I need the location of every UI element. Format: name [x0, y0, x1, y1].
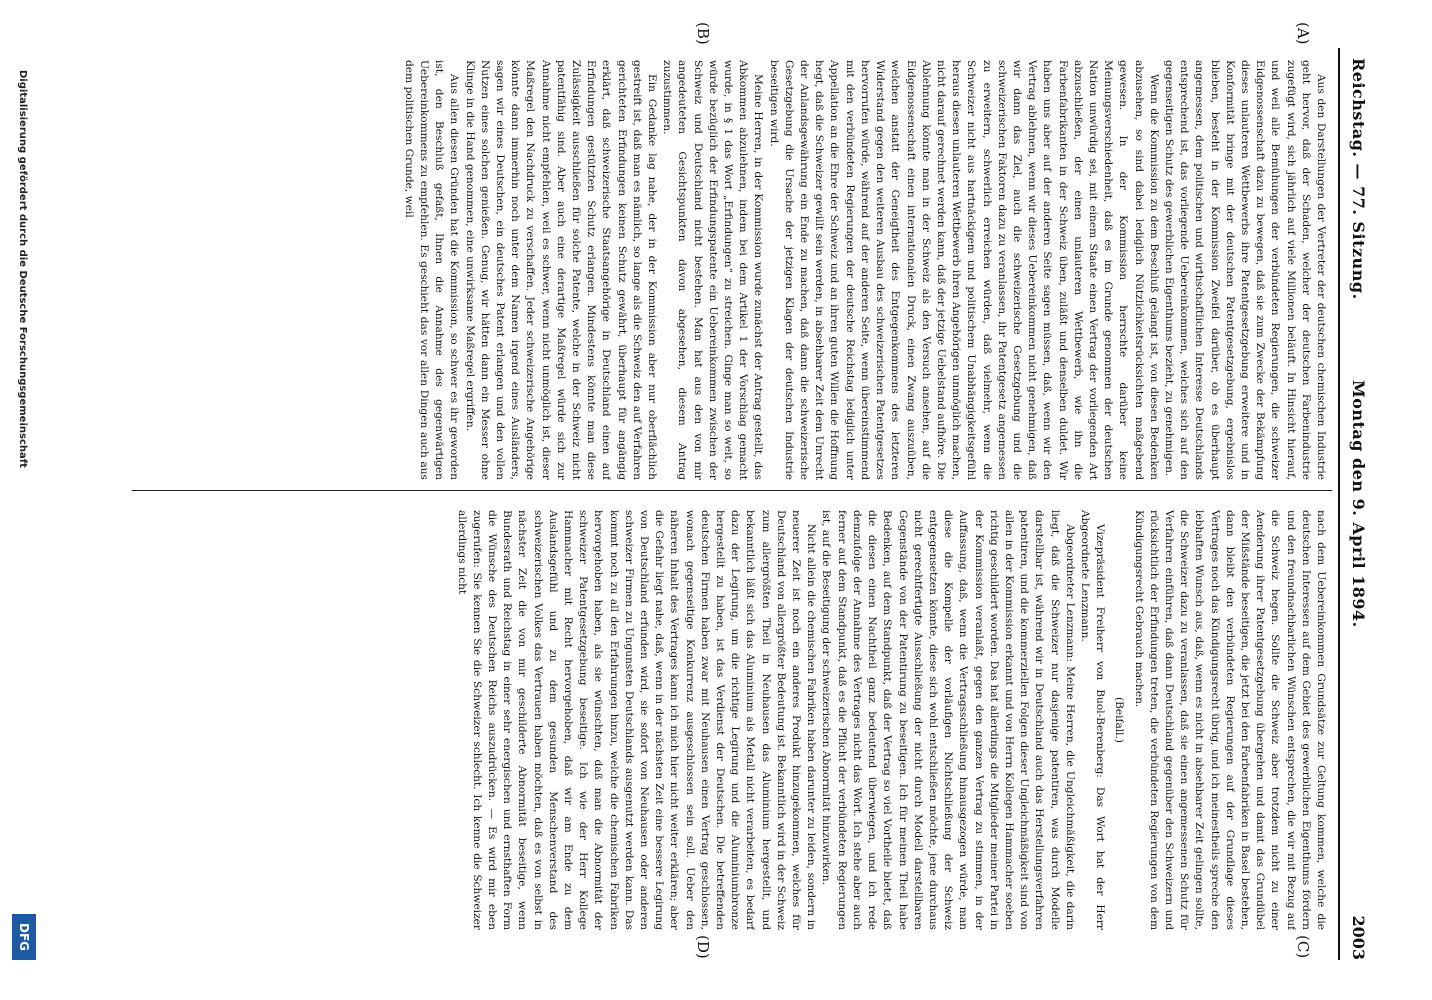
dfg-logo: DFG — [12, 914, 36, 960]
left-paragraph-2: Wenn die Kommission zu dem Beschluß gelangt ist, von diesen Bedenken abzusehen, so sind dabei lediglich Nützlichkeitsrücksichten maßgebend gewesen. In der Kommission herrschte darüber keine Meinungsverschiedenheit, daß es im Grunde genommen der deutschen Nation unwürdig sei, mit einem Staate einen Vertrag der vorliegenden Art abzuschließen, der einen unlauteren Wettbewerb, wie ihn die Farbenfabrikanten in der Schweiz üben, zuläßt und denselben duldet. Wir haben uns aber auf der anderen Seite sagen müssen, daß, wenn wir den Vertrag ablehnen, wenn wir dieses Uebereinkommen nicht genehmigen, daß wir dann das Ziel, auch die schweizerische Gesetzgebung und die schweizerischen Faktoren dazu zu veranlassen, ihr Patentgesetz angemessen zu erweitern, schwerlich erreichen würden, daß vielmehr, wenn die Schweizer nicht aus hartnäckigem und politischem Unabhängigkeitsgefühl heraus diesen unlauteren Wettbewerb ihren Angehörigen unmöglich machen, nicht darauf gerechnet werden kann, daß der jetzige Uebelstand aufhöre. Die Ablehnung könnte man in der Schweiz als den Versuch ansehen, auf die Eidgenossenschaft einen internationalen Druck, einen Zwang auszuüben, welchen anstatt der Geneigtheit des Entgegenkommens des letzteren Widerstand gegen den weiteren Ausbau des schweizerischen Patentgesetzes hervorrufen würde, während auf der anderen Seite, wenn übereinstimmend mit den verbündeten Regierungen der deutsche Reichstag lediglich unter Appellation an die Ehre der Schweiz und an ihren guten Willen die Hoffnung hegt, daß die Schweizer gewillt sein werden, in absehbarer Zeit dem Unrecht der Anlandsgewährung ein Ende zu machen, daß dann die schweizerische Gesetzgebung die Ursache der jetzigen Klagen der deutschen Industrie beseitigen wird. — [767, 60, 1160, 480]
margin-letter-c: (C) — [1294, 935, 1312, 959]
right-paragraph-3: Abgeordneter Lenzmann: Meine Herren, die Ungleichmäßigkeit, die darin liegt, daß die Schweizer nur dasjenige patentiren, was durch Modelle darstellbar ist, während wir in Deutschland auch das Herstellungsverfahren patentiren, und die kommerziellen Folgen dieser Ungleichmäßigkeit sind von allen in der Kommission erkannt und von Herrn Kollegen Hammacher soeben richtig geschildert worden. Das hat allerdings die Mitglieder meiner Partei in der Kommission veranlaßt, gegen den ganzen Vertrag zu stimmen, in der Auffassung, daß, wenn die Vertragsschließung hinausgezogen würde, man diese die Kompelle der vorläufigen Nichtschließung der Schweiz entgegensetzen könnte, diese sich wohl entschließen möchte, jene durchaus nicht gerechtfertigte Ausschließung der nicht durch Modell darstellbaren Gegenstände von der Patentirung zu beseitigen. Ich für meinen Theil habe Bedenken, auf dem Standpunkt, daß der Vertrag so viel Vortheile bietet, daß die diesen einen Nachtheil ganz bedeutend überwiegen, und ich rede demzufolge der Annahme des Vertrages nicht das Wort. Ich stehe aber auch ferner auf dem Standpunkt, daß es die Pflicht der verbündeten Regierungen ist, auf die Beseitigung der schweizerischen Abnormität hinzuwirken. — [820, 510, 1076, 930]
left-column — [48, 60, 1328, 480]
left-paragraph-3: Meine Herren, in der Kommission wurde zunächst der Antrag gestellt, das Abkommen abzulehnen, indem bei dem Artikel 1 der Vorschlag gemacht wurde, in § 1 das Wort „Erfindungen“ zu streichen. Ginge man so weit, so würde bezüglich der Erfindungspatente ein Uebereinkommen zwischen der Schweiz und Deutschland nicht bestehen. Man hat aus den von mir angedeuteten Gesichtspunkten davon abgesehen, diesem Antrag zuzustimmen. — [661, 60, 765, 480]
right-paragraph-4: Nicht allein die chemischen Fabriken haben darunter zu leiden, sondern in neuerer Zeit ist noch ein anderes Produkt hinzugekommen, welches für Deutschland von allergrößter Bedeutung ist. Bekanntlich wird in der Schweiz zum allergrößten Theil in Neuhausen das Aluminium hergestellt, und bekanntlich läßt sich das Aluminium als Metall nicht verarbeiten, es bedarf dazu der Legirung, um die richtige Legirung und die Aluminiumbronze hergestellt zu haben, ist das Verdienst der Deutschen. Die betreffenden deutschen Firmen haben zwar mit Neuhausen einen Vertrag geschlossen, wonach gegenseitige Konkurrenz ausgeschlossen sein soll. Ueber den näheren Inhalt des Vertrages kann ich mich hier nicht weiter erklären; aber die Gefahr liegt nahe, daß, wenn in der nächsten Zeit eine bessere Legirung von Deutschland erfunden wird, sie sofort von Neuhausen oder anderen schweizer Firmen zu Ungunsten Deutschlands ausgenutzt werden kann. Das kommt noch zu all den Erfahrungen hinzu, welche die chemischen Fabriken hervorgehoben haben, als sie wünschten, daß man die Abnormität der schweizer Patentgesetzgebung beseitige. Ich wie der Herr Kollege Hammacher mit Recht hervorgehoben, daß wir am Ende zu dem Auslandsgefühl und zu dem gesunden Menschenverstand des schweizerischen Volkes das Vertrauen haben möchten, daß es von selbst in nächster Zeit die von mir geschilderte Abnormität beseitige, wenn Bundesrath und Reichstag in einer sehr energischen und ernsthaften Form die Wünsche des Deutschen Reichs auszudrücken. — Es wird mir eben zugerufen: Sie kennen Sie die Schweizer schlecht. Ich kenne die Schweizer allerdings nicht — [455, 510, 818, 930]
column-divider — [132, 490, 1332, 491]
margin-letter-d: (D) — [694, 935, 712, 959]
left-paragraph-4: Ein Gedanke lag nahe, der in der Kommission aber nur oberflächlich gestreift ist, daß man es nämlich, so lange als die Schweiz den auf Verfahren gerichteten Erfindungen keinen Schutz gewährt, überhaupt für angängig erklärt, daß schweizerische Staatsangehörige in Deutschland einen auf Erfindungen gestützten Schutz erlangen. Mindestens könnte man diese Zulässigkeit ausschließen für solche Patente, welche in der Schweiz nicht patentfähig sind. Aber auch eine derartige Maßregel würde sich zur Annahme nicht empfehlen, weil es schwer, wenn nicht unmöglich ist, dieser Maßregel den Nachdruck zu verschaffen. Jeder schweizerische Angehörige könnte dann immerhin noch unter dem Namen irgend eines Ausländers, sagen wir eines Deutschen, ein deutsches Patent erlangen und den vollen Nutzen eines solchen genießen. Genug, wir hätten dann ein Messer ohne Klinge in die Hand genommen, eine unwirksame Maßregel ergriffen. — [463, 60, 659, 480]
applause-note: (Beifall.) — [1113, 696, 1126, 744]
right-paragraph-1: nach dem Uebereinkommen Grundsätze zur Geltung kommen, welche die deutschen Interessen auf dem Gebiet des gewerblichen Eigenthums fördern und den freundnachbarlichen Wünschen entsprechen, die wir mit Bezug auf die Schweiz hegen. Sollte die Schweiz aber trotzdem nicht zu einer Aenderung ihrer Patentgesetzgebung übergehen und damit das Grundübel der Mißstände beseitigen, die jetzt bei den Farbenfabriken in Basel bestehen, dann bleibt den verbündeten Regierungen auf der Grundlage dieses Vertrages noch das Kündigungsrecht übrig, und ich meinestheils spreche den lebhaften Wunsch aus, daß, wenn es nicht in absehbarer Zeit gelingen sollte, die Schweizer dazu zu veranlassen, daß sie einen angemessenen Schutz für Verfahren einführen, daß dann Deutschland gegenüber den Schweizern und rücksichtlich der Erfindungen treten, die verbündeten Regierungen von dem Kündigungsrecht Gebrauch machen. — [1132, 510, 1327, 930]
left-paragraph-5: Aus allen diesen Gründen hat die Kommission, so schwer es ihr geworden ist, den Beschluß gefaßt, Ihnen die Annahme des gegenwärtigen Uebereinkommens zu empfehlen. Es geschieht das vor allen Dingen auch aus dem politischen Grunde, weil — [402, 60, 461, 480]
right-column — [48, 510, 1328, 930]
right-paragraph-2: Vizepräsident Freiherr von Buol-Berenberg: Das Wort hat der Herr Abgeordnete Lenzmann. — [1078, 510, 1107, 930]
page-header — [1344, 0, 1370, 1000]
credit-text: Digitalisierung gefördert durch die Deutsche Forschungsgemeinschaft — [17, 70, 28, 468]
header-date: Montag den 9. April 1894. — [1349, 380, 1368, 628]
margin-letter-a: (A) — [1294, 22, 1312, 45]
header-rule — [1338, 48, 1340, 960]
left-paragraph-1: Aus den Darstellungen der Vertreter der deutschen chemischen Industrie geht hervor, daß der Schaden, welcher der deutschen Farbenindustrie zugefügt wird, sich jährlich auf viele Millionen beläuft. In Hinsicht hierauf, und weil alle Bemühungen der verbündeten Regierungen, die schweizer Eidgenossenschaft dazu zu bewegen, daß sie zum Zwecke der Bekämpfung dieses unlauteren Wettbewerbs ihre Patentgesetzgebung erweitere und in Konformität bringe mit der deutschen Patentgesetzgebung, ergebnislos blieben, besteht in der Kommission Zweifel darüber, ob es überhaupt angemessen, dem politischen und wirthschaftlichen Interesse Deutschlands entsprechend ist, das vorliegende Uebereinkommen, welches sich auf den gegenseitigen Schutz des gewerblichen Eigenthums bezieht, zu genehmigen. — [1162, 60, 1327, 480]
page-number: 2003 — [1349, 915, 1368, 960]
header-left-title: Reichstag. — 77. Sitzung. — [1349, 58, 1368, 300]
margin-letter-b: (B) — [694, 22, 712, 45]
digitization-credit — [8, 70, 36, 960]
